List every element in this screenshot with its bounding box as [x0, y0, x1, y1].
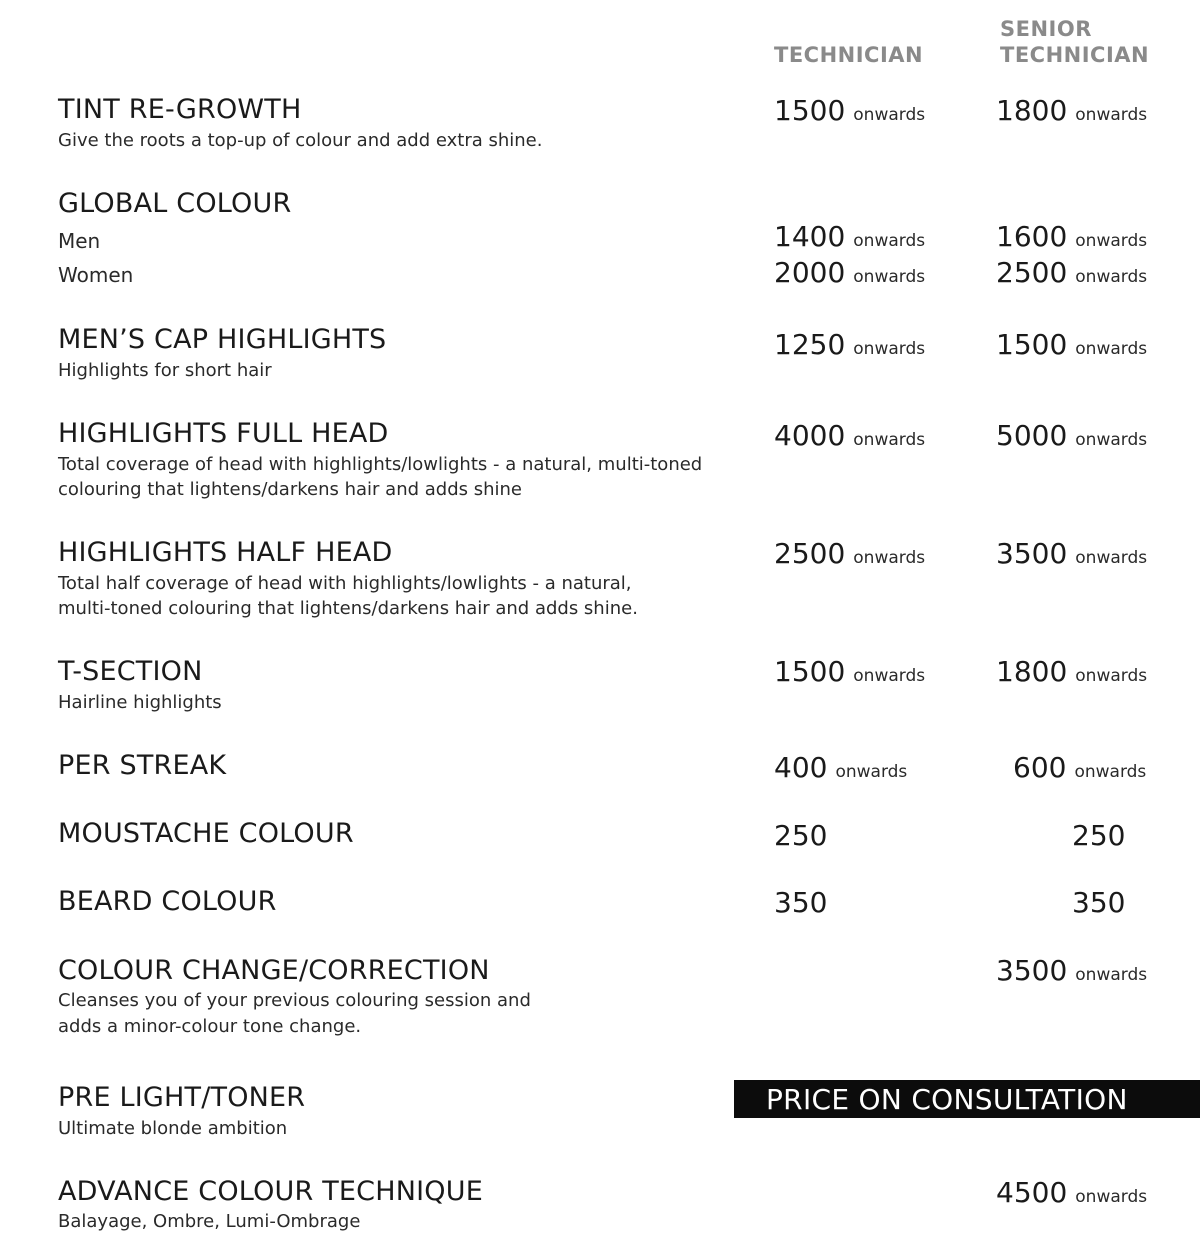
service-desc-tint-regrowth: Give the roots a top-up of colour and add extra shine. [58, 130, 543, 151]
service-title-tint-regrowth: TINT RE-GROWTH [58, 94, 302, 125]
column-header-senior-technician [1000, 16, 1149, 68]
column-header-technician [774, 42, 923, 68]
service-title-mens-cap-highlights: MEN’S CAP HIGHLIGHTS [58, 324, 387, 355]
price-senior-half-head: 3500 onwards [996, 537, 1148, 570]
price-senior-full-head: 5000 onwards [996, 419, 1148, 452]
price-technician-global-women: 2000 onwards [774, 256, 926, 289]
service-desc-advance-colour-technique: Balayage, Ombre, Lumi-Ombrage [58, 1211, 361, 1232]
service-title-global-colour: GLOBAL COLOUR [58, 188, 292, 219]
service-desc-highlights-full-head-line2: colouring that lightens/darkens hair and adds shine [58, 479, 523, 500]
price-senior-advance-colour: 4500 onwards [996, 1176, 1148, 1209]
price-senior-global-women: 2500 onwards [996, 256, 1148, 289]
service-desc-colour-correction-line2: adds a minor-colour tone change. [58, 1016, 362, 1037]
service-title-beard-colour: BEARD COLOUR [58, 886, 277, 917]
service-title-colour-correction: COLOUR CHANGE/CORRECTION [58, 955, 490, 986]
service-desc-highlights-half-head-line1: Total half coverage of head with highlights/lowlights - a natural, [58, 573, 632, 594]
price-senior-per-streak: 600 onwards [1013, 751, 1147, 784]
service-title-t-section: T-SECTION [58, 656, 203, 687]
service-desc-colour-correction-line1: Cleanses you of your previous colouring session and [58, 990, 531, 1011]
global-colour-men-label: Men [58, 229, 101, 253]
column-header-senior-line1: SENIOR [1000, 17, 1092, 41]
service-title-advance-colour-technique: ADVANCE COLOUR TECHNIQUE [58, 1176, 483, 1207]
price-technician-t-section: 1500 onwards [774, 655, 926, 688]
column-header-senior-line2: TECHNICIAN [1000, 43, 1150, 67]
price-on-consultation-banner [734, 1080, 1200, 1118]
price-technician-global-men: 1400 onwards [774, 220, 926, 253]
price-technician-moustache: 250 [774, 819, 828, 852]
price-technician-tint-regrowth: 1500 onwards [774, 94, 926, 127]
price-technician-beard: 350 [774, 886, 828, 919]
price-senior-global-men: 1600 onwards [996, 220, 1148, 253]
service-title-pre-light-toner: PRE LIGHT/TONER [58, 1082, 306, 1113]
service-title-highlights-half-head: HIGHLIGHTS HALF HEAD [58, 537, 393, 568]
global-colour-women-label: Women [58, 263, 134, 287]
price-senior-tint-regrowth: 1800 onwards [996, 94, 1148, 127]
service-title-per-streak: PER STREAK [58, 750, 227, 781]
price-senior-moustache: 250 [1072, 819, 1126, 852]
service-title-highlights-full-head: HIGHLIGHTS FULL HEAD [58, 418, 389, 449]
price-senior-t-section: 1800 onwards [996, 655, 1148, 688]
price-senior-colour-correction: 3500 onwards [996, 954, 1148, 987]
column-header-technician-label: TECHNICIAN [774, 43, 924, 67]
price-technician-per-streak: 400 onwards [774, 751, 908, 784]
price-senior-beard: 350 [1072, 886, 1126, 919]
price-technician-mens-cap: 1250 onwards [774, 328, 926, 361]
price-on-consultation-label: PRICE ON CONSULTATION [766, 1082, 1128, 1116]
service-desc-highlights-half-head-line2: multi-toned colouring that lightens/darkens hair and adds shine. [58, 598, 638, 619]
service-desc-mens-cap-highlights: Highlights for short hair [58, 360, 272, 381]
price-technician-half-head: 2500 onwards [774, 537, 926, 570]
service-desc-pre-light-toner: Ultimate blonde ambition [58, 1118, 288, 1139]
service-desc-t-section: Hairline highlights [58, 692, 222, 713]
service-desc-highlights-full-head-line1: Total coverage of head with highlights/lowlights - a natural, multi-toned [58, 454, 703, 475]
price-technician-full-head: 4000 onwards [774, 419, 926, 452]
price-senior-mens-cap: 1500 onwards [996, 328, 1148, 361]
service-title-moustache-colour: MOUSTACHE COLOUR [58, 818, 354, 849]
